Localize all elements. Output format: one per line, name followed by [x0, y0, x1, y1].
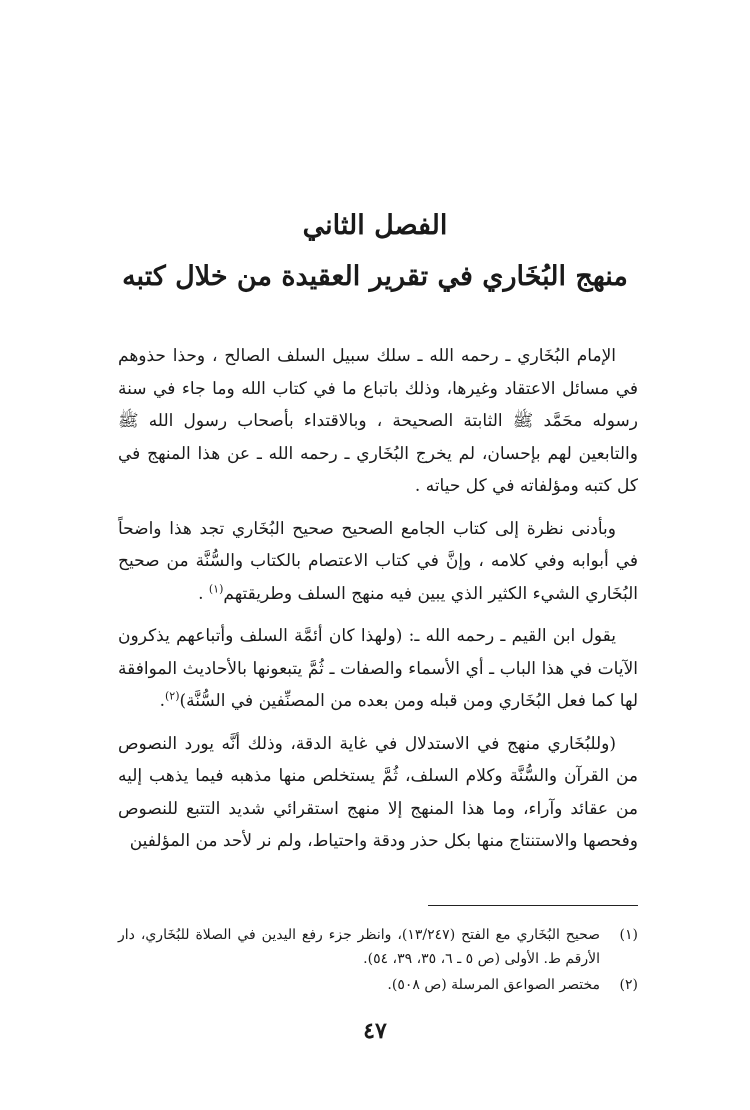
footnotes: [118, 923, 638, 999]
footnote-divider: [428, 905, 638, 906]
paragraph-3: [118, 620, 638, 718]
paragraph-2-end: .: [198, 583, 209, 604]
paragraph-3-end: .: [159, 691, 165, 711]
page-number: ٤٧: [363, 1018, 387, 1044]
paragraph-2: [118, 513, 638, 611]
chapter-title: منهج البُخَاري في تقرير العقيدة من خلال كتبه: [122, 261, 628, 292]
footnote-2-number: (٢): [619, 977, 638, 993]
body-text: [118, 340, 638, 858]
paragraph-4: (وللبُخَاري منهج في الاستدلال في غاية الدقة، وذلك أنَّه يورد النصوص من القرآن والسُّنَّة وكلام السلف، ثُمَّ يستخلص منها مذهبه فيما يذهب إليه من عقائد وآراء، وما هذا المنهج إلا منهج استقرائي شديد التتبع للنصوص وفحصها والاستنتاج منها بكل حذر ودقة واحتياط، ولم نر لأحد من المؤلفين: [118, 733, 638, 851]
paragraph-3-text: يقول ابن القيم ـ رحمه الله ـ: (ولهذا كان أئمَّة السلف وأتباعهم يذكرون الآيات في هذا الباب ـ أي الأسماء والصفات ـ ثُمَّ يتبعونها بالأحاديث الموافقة لها كما فعل البُخَاري ومن قبله ومن بعده من المصنِّفين في السُّنَّة): [118, 626, 638, 711]
paragraph-1: الإمام البُخَاري ـ رحمه الله ـ سلك سبيل السلف الصالح ، وحذا حذوهم في مسائل الاعتقاد وغيرها، وذلك باتباع ما في كتاب الله وما جاء في سنة رسوله محَمَّد ﷺ الثابتة الصحيحة ، وبالاقتداء بأصحاب رسول الله ﷺ والتابعين لهم بإحسان، لم يخرج البُخَاري ـ رحمه الله ـ عن هذا المنهج في كل كتبه ومؤلفاته في كل حياته .: [118, 346, 638, 496]
footnote-1-text: صحيح البُخَاري مع الفتح (١٣/٢٤٧)، وانظر جزء رفع اليدين في الصلاة للبُخَاري، دار الأرقم ط. الأولى (ص ٥ ـ ٦، ٣٥، ٣٩، ٥٤).: [118, 927, 600, 967]
paragraph-2-text: وبأدنى نظرة إلى كتاب الجامع الصحيح صحيح البُخَاري تجد هذا واضحاً في أبوابه وفي كلامه ، وإنَّ في كتاب الاعتصام بالكتاب والسُّنَّة من صحيح البُخَاري الشيء الكثير الذي يبين فيه منهج السلف وطريقتهم: [118, 518, 638, 604]
chapter-label: الفصل الثاني: [302, 210, 448, 241]
footnote-1-number: (١): [619, 927, 638, 943]
footnote-ref-2: (٢): [165, 689, 180, 703]
footnote-2: [118, 973, 638, 997]
footnote-1: [118, 923, 638, 971]
footnote-ref-1: (١): [208, 581, 224, 595]
footnote-2-text: مختصر الصواعق المرسلة (ص ٥٠٨).: [387, 977, 600, 993]
